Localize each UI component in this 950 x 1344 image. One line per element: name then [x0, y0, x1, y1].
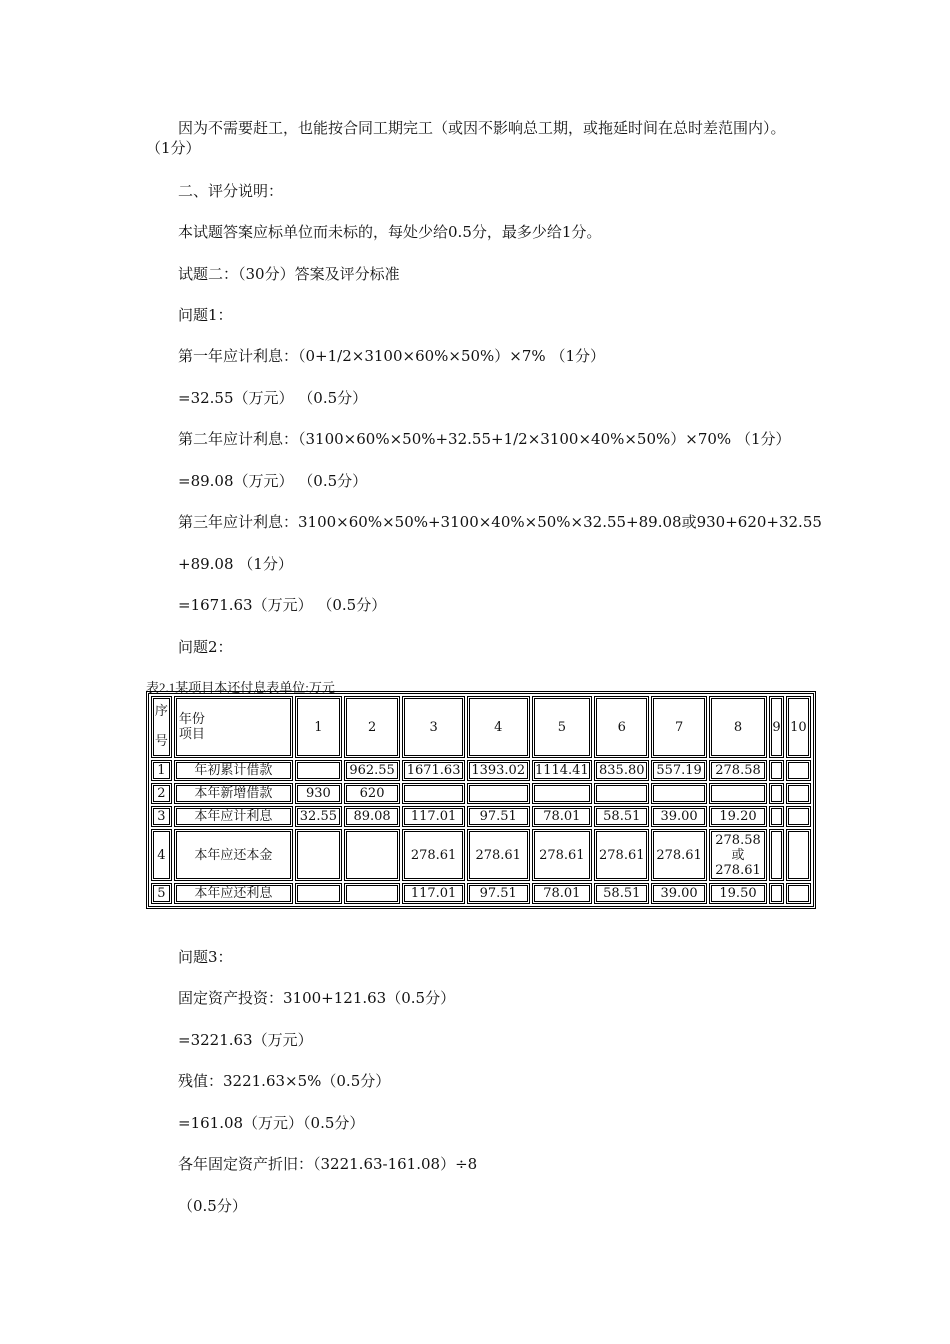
- header-year-4: 4: [467, 696, 530, 758]
- header-year-1: 1: [295, 696, 342, 758]
- table-cell: [344, 883, 400, 904]
- row-seq: 3: [151, 806, 172, 827]
- table-cell: 78.01: [532, 806, 593, 827]
- row-seq: 5: [151, 883, 172, 904]
- table-cell: [769, 760, 784, 781]
- formula-year2-interest: 第二年应计利息：（3100×60%×50%+32.55+1/2×3100×40%×50%）×70% （1分）: [178, 430, 791, 448]
- table-cell: [769, 806, 784, 827]
- row-item: 本年新增借款: [174, 783, 293, 804]
- formula-year1-interest: 第一年应计利息：（0+1/2×3100×60%×50%）×7% （1分）: [178, 347, 605, 365]
- table-cell: [295, 760, 342, 781]
- table-cell: 278.61: [594, 829, 649, 881]
- table-cell: [769, 783, 784, 804]
- table-cell: [769, 883, 784, 904]
- table-cell: 39.00: [651, 883, 706, 904]
- table-cell: 19.20: [709, 806, 767, 827]
- formula-residual-value: 残值：3221.63×5%（0.5分）: [178, 1072, 391, 1090]
- table-cell: 620: [344, 783, 400, 804]
- year8-option-a: 278.58: [715, 832, 761, 848]
- row-item: 年初累计借款: [174, 760, 293, 781]
- header-year-5: 5: [532, 696, 593, 758]
- table-cell: 930: [295, 783, 342, 804]
- year8-or: 或: [731, 847, 745, 863]
- table-cell: 117.01: [402, 883, 465, 904]
- heading-problem-3: 问题3：: [178, 948, 233, 966]
- table-row: [151, 883, 811, 904]
- table-cell: 1393.02: [467, 760, 530, 781]
- paragraph-schedule-note: 因为不需要赶工，也能按合同工期完工（或因不影响总工期，或拖延时间在总时差范围内）。 （1分）: [146, 119, 786, 157]
- table-cell: 278.58: [709, 760, 767, 781]
- table-cell: [594, 783, 649, 804]
- table-cell: 19.50: [709, 883, 767, 904]
- table-cell: 962.55: [344, 760, 400, 781]
- table-cell: 1671.63: [402, 760, 465, 781]
- header-item: [174, 696, 293, 758]
- heading-scoring-notes: 二、评分说明：: [178, 182, 284, 200]
- row-item: 本年应还利息: [174, 883, 293, 904]
- heading-problem-1: 问题1：: [178, 306, 233, 324]
- formula-year3-interest-cont: +89.08 （1分）: [178, 555, 293, 573]
- table-cell: [786, 829, 811, 881]
- table-cell: 278.61: [402, 829, 465, 881]
- table-cell: 39.00: [651, 806, 706, 827]
- table-cell: [467, 783, 530, 804]
- header-year-10: 10: [786, 696, 811, 758]
- table-cell: [532, 783, 593, 804]
- table-cell: 97.51: [467, 883, 530, 904]
- row-item: 本年应还本金: [174, 829, 293, 881]
- row-seq: 2: [151, 783, 172, 804]
- row-seq: 1: [151, 760, 172, 781]
- table-row: [151, 806, 811, 827]
- result-residual-value: =161.08（万元）（0.5分）: [178, 1114, 365, 1132]
- table-row: [151, 783, 811, 804]
- table-cell: [709, 783, 767, 804]
- table-header-row: [151, 696, 811, 758]
- table-cell: 278.61: [467, 829, 530, 881]
- table-cell: [295, 883, 342, 904]
- score-depreciation: （0.5分）: [178, 1197, 247, 1215]
- result-fixed-asset-investment: =3221.63（万元）: [178, 1031, 313, 1049]
- table-cell: [786, 783, 811, 804]
- header-year-9: 9: [769, 696, 784, 758]
- row-seq: 4: [151, 829, 172, 881]
- header-year-7: 7: [651, 696, 706, 758]
- formula-annual-depreciation: 各年固定资产折旧：（3221.63-161.08）÷8: [178, 1155, 478, 1173]
- repayment-table: [146, 691, 816, 909]
- paragraph-unit-rule: 本试题答案应标单位而未标的，每处少给0.5分，最多少给1分。: [178, 223, 602, 241]
- header-seq-bottom: 号: [154, 734, 168, 749]
- table-caption: 表2.1某项目本还付息表单位:万元: [146, 680, 335, 695]
- table-row: [151, 829, 811, 881]
- result-year3-total: =1671.63（万元） （0.5分）: [178, 596, 387, 614]
- table-cell: 117.01: [402, 806, 465, 827]
- table-cell: 32.55: [295, 806, 342, 827]
- table-cell: [786, 883, 811, 904]
- header-item-top: 年份: [178, 712, 205, 727]
- row-item: 本年应计利息: [174, 806, 293, 827]
- table-cell: 835.80: [594, 760, 649, 781]
- table-row: [151, 760, 811, 781]
- header-year-2: 2: [344, 696, 400, 758]
- table-cell: 89.08: [344, 806, 400, 827]
- table-cell: [344, 829, 400, 881]
- table-cell-year8-options: [709, 829, 767, 881]
- formula-year3-interest: 第三年应计利息：3100×60%×50%+3100×40%×50%×32.55+89.08或930+620+32.55: [178, 513, 822, 531]
- repayment-table-wrapper: [146, 691, 816, 909]
- header-item-bottom: 项目: [178, 727, 205, 742]
- header-year-6: 6: [594, 696, 649, 758]
- formula-fixed-asset-investment: 固定资产投资：3100+121.63（0.5分）: [178, 989, 456, 1007]
- heading-question-two: 试题二：（30分）答案及评分标准: [178, 265, 400, 283]
- header-seq: [151, 696, 172, 758]
- table-cell: [651, 783, 706, 804]
- table-cell: 278.61: [651, 829, 706, 881]
- heading-problem-2: 问题2：: [178, 638, 233, 656]
- table-cell: [786, 760, 811, 781]
- result-year1-interest: =32.55（万元） （0.5分）: [178, 389, 368, 407]
- table-cell: 1114.41: [532, 760, 593, 781]
- table-cell: [402, 783, 465, 804]
- table-cell: 58.51: [594, 806, 649, 827]
- header-year-8: 8: [709, 696, 767, 758]
- table-cell: [769, 829, 784, 881]
- result-year2-interest: =89.08（万元） （0.5分）: [178, 472, 368, 490]
- table-cell: [295, 829, 342, 881]
- table-cell: 58.51: [594, 883, 649, 904]
- header-seq-top: 序: [154, 704, 168, 719]
- table-cell: [786, 806, 811, 827]
- table-cell: 97.51: [467, 806, 530, 827]
- table-cell: 278.61: [532, 829, 593, 881]
- table-cell: 78.01: [532, 883, 593, 904]
- table-cell: 557.19: [651, 760, 706, 781]
- year8-option-b: 278.61: [715, 862, 761, 878]
- header-year-3: 3: [402, 696, 465, 758]
